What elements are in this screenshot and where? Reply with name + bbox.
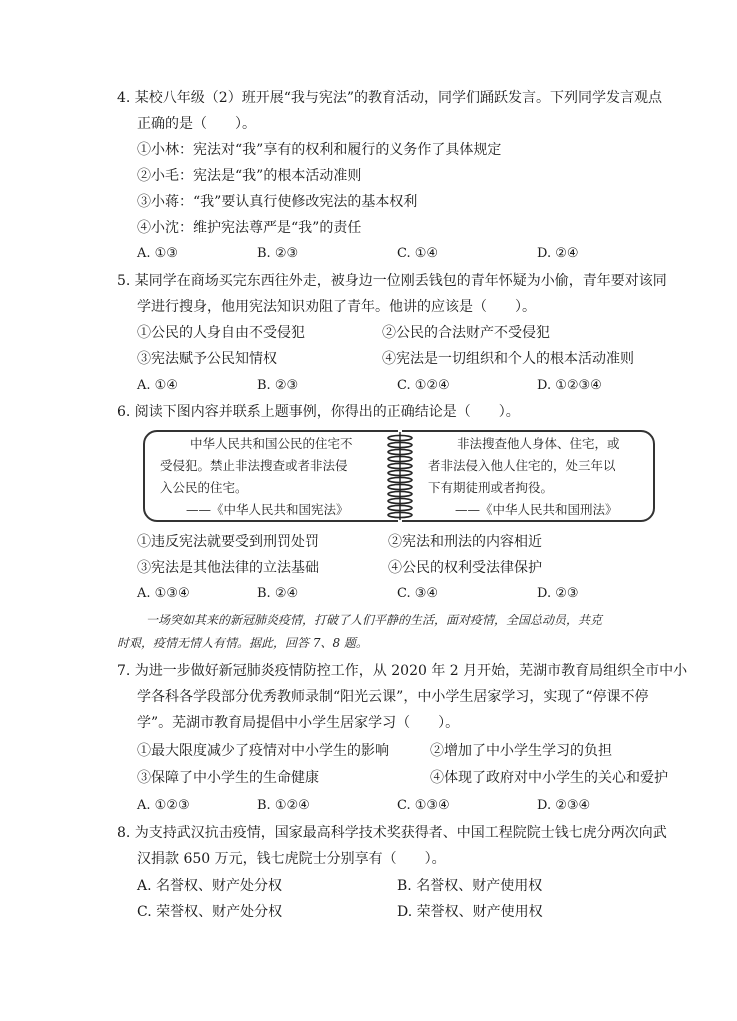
passage-line2: 时艰，疫情无情人有情。据此，回答 7、8 题。 [117, 636, 368, 650]
criminal-law-line3: 下有期徒刑或者拘役。 [428, 480, 554, 495]
q7-item-3: ③保障了中小学生的生命健康 [137, 770, 319, 786]
q5-item-2: ②公民的合法财产不受侵犯 [382, 325, 550, 341]
q6-choice-d[interactable]: D. ②③ [537, 586, 579, 601]
q8-choice-a[interactable]: A. 名誉权、财产处分权 [137, 878, 283, 894]
q4-choice-c[interactable]: C. ①④ [397, 246, 439, 261]
q6-choice-b[interactable]: B. ②④ [257, 586, 299, 601]
q4-item-4: ④小沈：维护宪法尊严是“我”的责任 [137, 220, 362, 236]
q5-choice-d[interactable]: D. ①②③④ [537, 378, 602, 393]
constitution-line1: 中华人民共和国公民的住宅不 [190, 436, 353, 451]
q6-item-3: ③宪法是其他法律的立法基础 [137, 560, 319, 576]
q5-choice-b[interactable]: B. ②③ [257, 378, 299, 393]
criminal-law-line1: 非法搜查他人身体、住宅，或 [457, 436, 620, 451]
q6-item-4: ④公民的权利受法律保护 [388, 560, 542, 576]
constitution-line3: 入公民的住宅。 [160, 480, 248, 495]
criminal-law-line2: 者非法侵入他人住宅的，处三年以 [428, 458, 616, 473]
q6-item-2: ②宪法和刑法的内容相近 [388, 534, 542, 550]
q4-stem-line2: 正确的是（ ）。 [137, 116, 256, 132]
constitution-line2: 受侵犯。禁止非法搜查或者非法侵 [160, 458, 348, 473]
binding-spring-icon [383, 430, 417, 522]
q4-choice-b[interactable]: B. ②③ [257, 246, 299, 261]
q8-choice-d[interactable]: D. 荣誉权、财产使用权 [397, 904, 543, 920]
q7-choice-c[interactable]: C. ①③④ [397, 798, 450, 813]
q8-stem-line1: 8. 为支持武汉抗击疫情，国家最高科学技术奖获得者、中国工程院院士钱七虎分两次向武 [117, 825, 667, 841]
q7-choice-a[interactable]: A. ①②③ [137, 798, 190, 813]
q7-choice-d[interactable]: D. ②③④ [537, 798, 591, 813]
q5-item-3: ③宪法赋予公民知情权 [137, 351, 277, 367]
q4-item-2: ②小毛：宪法是“我”的根本活动准则 [137, 168, 362, 184]
q6-item-1: ①违反宪法就要受到刑罚处罚 [137, 534, 319, 550]
q4-stem-line1: 4. 某校八年级（2）班开展“我与宪法”的教育活动，同学们踊跃发言。下列同学发言观点 [117, 90, 663, 106]
q7-choice-b[interactable]: B. ①②④ [257, 798, 310, 813]
q7-item-2: ②增加了中小学生学习的负担 [430, 743, 612, 759]
constitution-source: ——《中华人民共和国宪法》 [186, 502, 349, 517]
q5-choice-a[interactable]: A. ①④ [137, 378, 178, 393]
q6-stem: 6. 阅读下图内容并联系上题事例，你得出的正确结论是（ ）。 [117, 404, 520, 420]
q7-stem-line3: 学”。芜湖市教育局提倡中小学生居家学习（ ）。 [137, 715, 460, 731]
q8-stem-line2: 汉捐款 650 万元，钱七虎院士分别享有（ ）。 [137, 851, 446, 867]
q4-choice-d[interactable]: D. ②④ [537, 246, 579, 261]
q4-item-1: ①小林：宪法对“我”享有的权利和履行的义务作了具体规定 [137, 142, 502, 158]
q4-choice-a[interactable]: A. ①③ [137, 246, 178, 261]
q7-item-1: ①最大限度减少了疫情对中小学生的影响 [137, 743, 389, 759]
criminal-law-source: ——《中华人民共和国刑法》 [455, 502, 618, 517]
q5-stem-line2: 学进行搜身，他用宪法知识劝阻了青年。他讲的应该是（ ）。 [137, 299, 536, 315]
q8-choice-b[interactable]: B. 名誉权、财产使用权 [397, 878, 543, 894]
q7-item-4: ④体现了政府对中小学生的关心和爱护 [430, 770, 668, 786]
q6-choice-c[interactable]: C. ③④ [397, 586, 439, 601]
passage-line1: 一场突如其来的新冠肺炎疫情，打破了人们平静的生活，面对疫情，全国总动员，共克 [146, 613, 603, 627]
q4-item-3: ③小蒋：“我”要认真行使修改宪法的基本权利 [137, 194, 418, 210]
q7-stem-line2: 学各科各学段部分优秀教师录制“阳光云课”，中小学生居家学习，实现了“停课不停 [137, 689, 649, 705]
q8-choice-c[interactable]: C. 荣誉权、财产处分权 [137, 904, 283, 920]
q7-stem-line1: 7. 为进一步做好新冠肺炎疫情防控工作，从 2020 年 2 月开始，芜湖市教育局组织全市中小 [117, 663, 688, 679]
q5-item-1: ①公民的人身自由不受侵犯 [137, 325, 305, 341]
q5-item-4: ④宪法是一切组织和个人的根本活动准则 [382, 351, 634, 367]
q6-choice-a[interactable]: A. ①③④ [137, 586, 190, 601]
q5-stem-line1: 5. 某同学在商场买完东西往外走，被身边一位刚丢钱包的青年怀疑为小偷，青年要对该同 [117, 273, 667, 289]
q5-choice-c[interactable]: C. ①②④ [397, 378, 450, 393]
